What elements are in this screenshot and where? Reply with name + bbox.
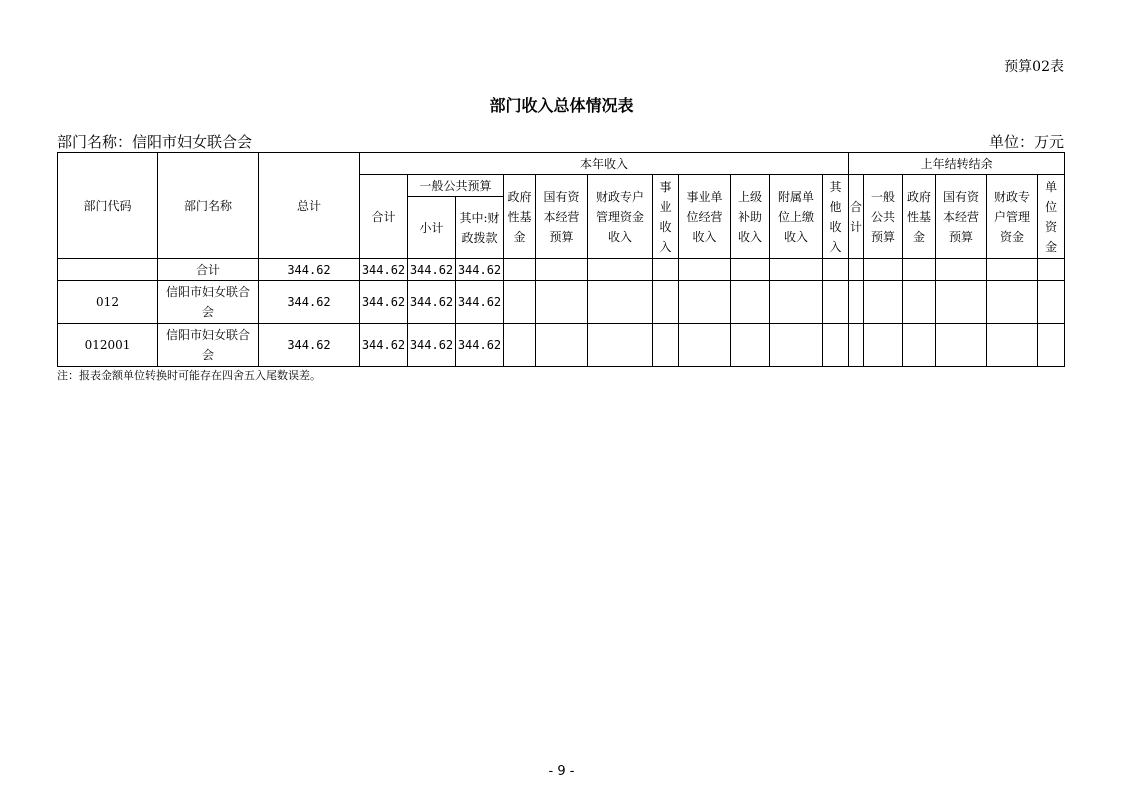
- cell-empty: [849, 281, 864, 324]
- cell-empty: [903, 324, 936, 367]
- cell-empty: [653, 281, 679, 324]
- cell-code: [58, 259, 158, 281]
- cell-empty: [770, 259, 823, 281]
- cell-code: 012001: [58, 324, 158, 367]
- header-py-total: 合计: [849, 175, 864, 259]
- table-row: [58, 281, 1065, 324]
- cell-empty: [653, 324, 679, 367]
- cell-empty: [588, 281, 653, 324]
- cell-total: 344.62: [259, 281, 360, 324]
- cell-empty: [770, 324, 823, 367]
- income-summary-table: [57, 152, 1065, 367]
- cell-empty: [823, 259, 849, 281]
- header-py-state-capital: 国有资本经营预算: [936, 175, 987, 259]
- table-row-total: [58, 259, 1065, 281]
- cell-empty: [1038, 259, 1065, 281]
- cell-empty: [987, 259, 1038, 281]
- cell-empty: [936, 281, 987, 324]
- cell-empty: [731, 324, 770, 367]
- cell-empty: [536, 324, 588, 367]
- cell-empty: [588, 324, 653, 367]
- cell-empty: [770, 281, 823, 324]
- cell-gb-subtotal: 344.62: [408, 259, 456, 281]
- cell-cy-total: 344.62: [360, 259, 408, 281]
- cell-gb-subtotal: 344.62: [408, 281, 456, 324]
- cell-empty: [536, 281, 588, 324]
- department-label: 部门名称：信阳市妇女联合会: [57, 133, 253, 151]
- header-gb-fiscal-allocation: 其中:财政拨款: [456, 197, 504, 259]
- cell-name: 信阳市妇女联合会: [158, 281, 259, 324]
- cell-empty: [823, 324, 849, 367]
- cell-total: 344.62: [259, 259, 360, 281]
- cell-empty: [536, 259, 588, 281]
- page-number: - 9 -: [548, 764, 575, 779]
- header-gov-fund: 政府性基金: [504, 175, 536, 259]
- header-other-income: 其他收入: [823, 175, 849, 259]
- cell-gb-fiscal: 344.62: [456, 281, 504, 324]
- cell-empty: [731, 259, 770, 281]
- header-py-unit-funds: 单位资金: [1038, 175, 1065, 259]
- cell-empty: [679, 324, 731, 367]
- header-dept-code: 部门代码: [58, 153, 158, 259]
- header-current-year-income: 本年收入: [360, 153, 849, 175]
- cell-empty: [903, 281, 936, 324]
- cell-empty: [504, 324, 536, 367]
- cell-total: 344.62: [259, 324, 360, 367]
- cell-empty: [679, 281, 731, 324]
- header-state-capital: 国有资本经营预算: [536, 175, 588, 259]
- header-gb-subtotal: 小计: [408, 197, 456, 259]
- page-title: 部门收入总体情况表: [489, 96, 634, 115]
- cell-cy-total: 344.62: [360, 324, 408, 367]
- header-cy-total: 合计: [360, 175, 408, 259]
- form-number: 预算02表: [1004, 59, 1064, 75]
- cell-empty: [864, 259, 903, 281]
- cell-empty: [936, 259, 987, 281]
- cell-empty: [849, 324, 864, 367]
- cell-empty: [504, 281, 536, 324]
- cell-empty: [588, 259, 653, 281]
- cell-empty: [679, 259, 731, 281]
- cell-empty: [987, 324, 1038, 367]
- cell-cy-total: 344.62: [360, 281, 408, 324]
- cell-empty: [864, 281, 903, 324]
- cell-empty: [1038, 324, 1065, 367]
- cell-empty: [849, 259, 864, 281]
- cell-empty: [504, 259, 536, 281]
- header-py-fiscal-special: 财政专户管理资金: [987, 175, 1038, 259]
- cell-empty: [653, 259, 679, 281]
- header-py-gov-fund: 政府性基金: [903, 175, 936, 259]
- header-prior-year-carryover: 上年结转结余: [849, 153, 1065, 175]
- cell-code: 012: [58, 281, 158, 324]
- header-fiscal-special: 财政专户管理资金收入: [588, 175, 653, 259]
- cell-gb-subtotal: 344.62: [408, 324, 456, 367]
- cell-name: 信阳市妇女联合会: [158, 324, 259, 367]
- cell-total-label: 合计: [158, 259, 259, 281]
- cell-empty: [864, 324, 903, 367]
- header-business-unit-operating: 事业单位经营收入: [679, 175, 731, 259]
- header-business-income: 事业收入: [653, 175, 679, 259]
- unit-label: 单位：万元: [988, 133, 1064, 151]
- header-superior-subsidy: 上级补助收入: [731, 175, 770, 259]
- cell-empty: [823, 281, 849, 324]
- cell-empty: [903, 259, 936, 281]
- table-row: [58, 324, 1065, 367]
- cell-empty: [1038, 281, 1065, 324]
- cell-gb-fiscal: 344.62: [456, 324, 504, 367]
- header-dept-name: 部门名称: [158, 153, 259, 259]
- cell-empty: [987, 281, 1038, 324]
- header-affiliated-remit: 附属单位上缴收入: [770, 175, 823, 259]
- header-total: 总计: [259, 153, 360, 259]
- header-py-general-budget: 一般公共预算: [864, 175, 903, 259]
- cell-gb-fiscal: 344.62: [456, 259, 504, 281]
- cell-empty: [936, 324, 987, 367]
- header-general-budget: 一般公共预算: [408, 175, 504, 197]
- footnote: 注：报表金额单位转换时可能存在四舍五入尾数误差。: [57, 369, 321, 382]
- cell-empty: [731, 281, 770, 324]
